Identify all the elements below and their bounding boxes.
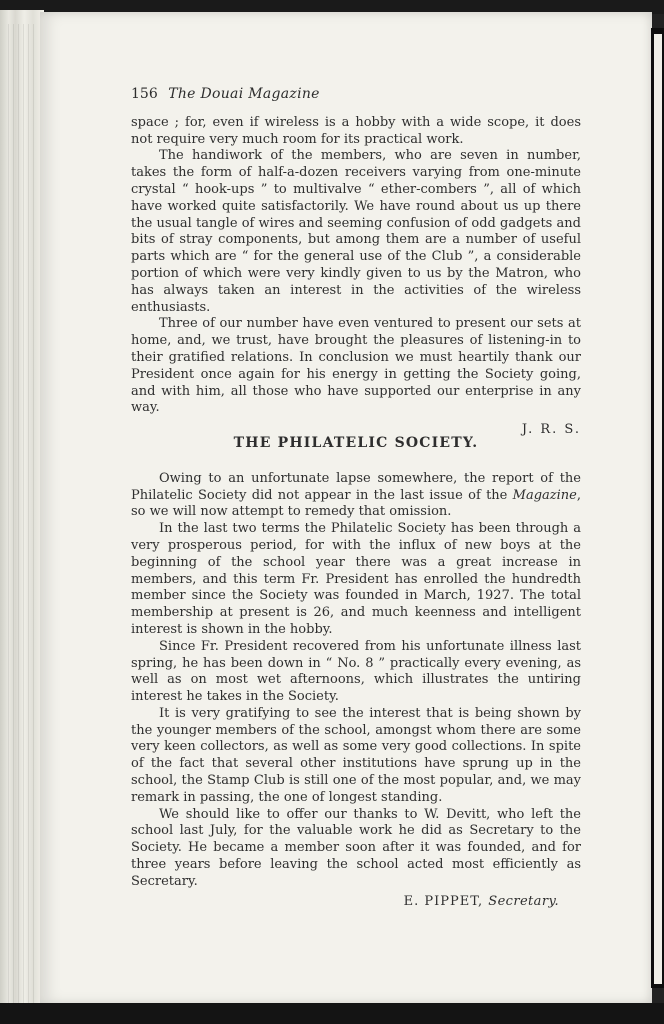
wireless-paragraph-2: The handiwork of the members, who are seven in number, takes the form of half-a-dozen receivers varying from one-minute crystal “ hook-ups ” to multivalve “ ether-combers ”, all of which have worked quite satisfactorily. We have round about us up there the usual tangle of wires and seeming confusion of odd gadgets and bits of stray components, but among them are a number of useful parts which are “ for the general use of the Club ”, a considerable portion of which were very kindly given to us by the Matron, who has always taken an interest in the activities of the wireless enthusiasts.	[131, 148, 581, 315]
philatelic-paragraph-5: We should like to offer our thanks to W. Devitt, who left the school last July, for the valuable work he did as Secretary to the Society. He became a member soon after it was founded, and for three years before leaving the school acted most efficiently as Secretary.	[131, 806, 581, 889]
book-gutter	[0, 10, 44, 1008]
philatelic-heading: THE PHILATELIC SOCIETY.	[233, 434, 479, 451]
magazine-title: The Douai Magazine	[168, 86, 320, 102]
philatelic-paragraph-3: Since Fr. President recovered from his unfortunate illness last spring, he has been down in “ No. 8 ” practically every evening, as well as on most wet afternoons, which illustrates the untiring interest he takes in the Society.	[131, 638, 581, 705]
philatelic-signature	[131, 894, 581, 911]
page-content	[131, 86, 581, 910]
wireless-paragraph-3: Three of our number have even ventured to present our sets at home, and, we trust, have brought the pleasures of listening-in to their gratified relations. In conclusion we must heartily thank our President once again for his energy in getting the Society going, and with him, all those who have supported our enterprise in any way.	[131, 316, 581, 416]
p1-start: Owing to an unfortunate lapse somewhere, the report of the Philatelic Society did not appear in the last issue of the	[131, 470, 581, 503]
next-page-edge	[654, 34, 662, 984]
philatelic-paragraph-4: It is very gratifying to see the interest that is being shown by the younger members of the school, amongst whom there are some very keen collectors, as well as some very good collections. In spite of the fact that several other institutions have sprung up in the school, the Stamp Club is still one of the most popular, and, we may remark in passing, the one of longest standing.	[131, 705, 581, 805]
magazine-italic: Magazine	[512, 487, 577, 503]
running-head	[131, 86, 581, 103]
book-edge-bottom	[0, 1003, 664, 1024]
wireless-paragraph-1: space ; for, even if wireless is a hobby with a wide scope, it does not require very much room for its practical work.	[131, 114, 581, 147]
secretary-name: E. PIPPET,	[403, 893, 484, 909]
page-stack-lines	[8, 24, 38, 1014]
page-number: 156	[131, 86, 158, 102]
secretary-role: Secretary.	[488, 893, 559, 909]
philatelic-paragraph-2: In the last two terms the Philatelic Society has been through a very prosperous period, for with the influx of new boys at the beginning of the school year there was a great increase in members, and this term Fr. President has enrolled the hundredth member since the Society was founded in March, 1927. The total membership at present is 26, and much keenness and intelligent interest is shown in the hobby.	[131, 521, 581, 637]
p1-end: , so we will now attempt to remedy that omission.	[131, 487, 581, 520]
philatelic-paragraph-1	[131, 471, 581, 521]
wireless-signature: J. R. S.	[521, 422, 581, 438]
